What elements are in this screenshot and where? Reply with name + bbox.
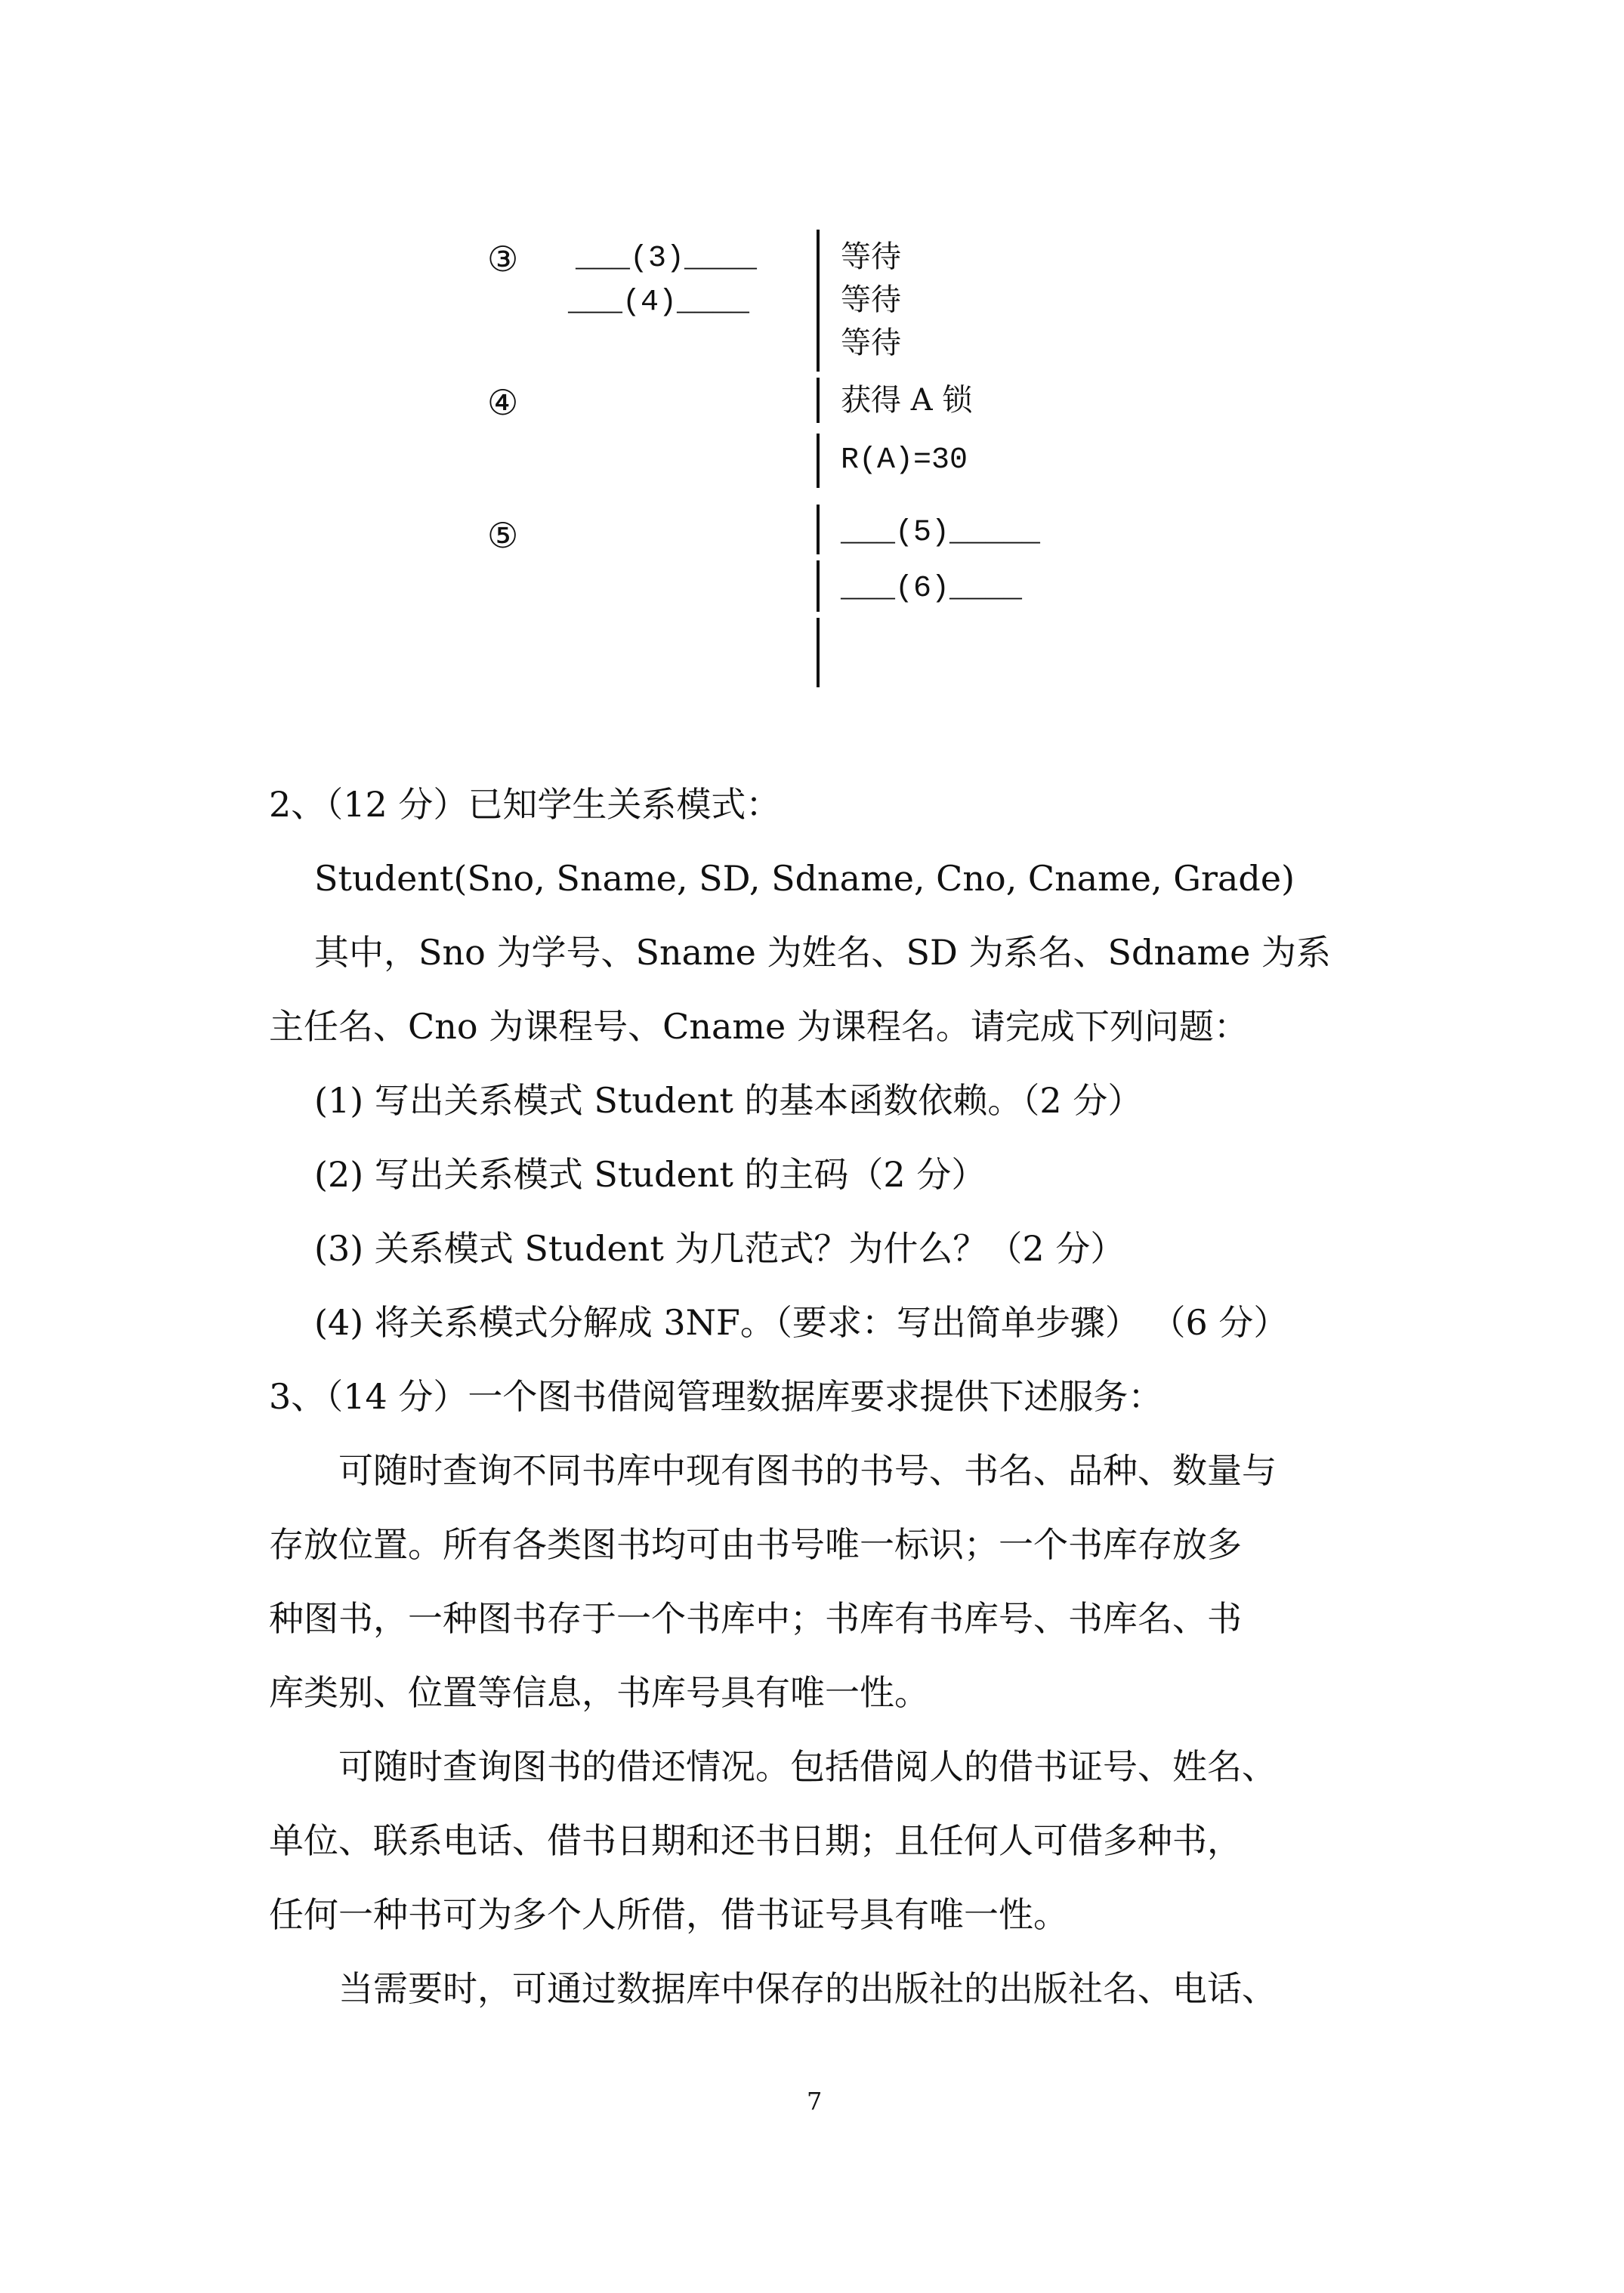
blank-5: ___(5)_____ [841,516,1041,550]
q3-line-8: 当需要时，可通过数据库中保存的出版社的出版社名、电话、 [338,1968,1277,2009]
q3-line-5: 可随时查询图书的借还情况。包括借阅人的借书证号、姓名、 [338,1746,1277,1787]
q3-line-4: 库类别、位置等信息，书库号具有唯一性。 [269,1672,929,1713]
q3-heading: 3、（14 分）一个图书借阅管理数据库要求提供下述服务： [269,1376,1163,1417]
q2-item-2: (2) 写出关系模式 Student 的主码（2 分） [314,1154,986,1195]
step-4-marker: ④ [487,382,519,423]
blank-6: ___(6)____ [841,572,1023,606]
divider-segment-5 [817,560,820,612]
q2-item-4: (4) 将关系模式分解成 3NF。（要求：写出简单步骤） （6 分） [314,1302,1289,1343]
step-5-marker: ⑤ [487,515,519,556]
q2-item-1: (1) 写出关系模式 Student 的基本函数依赖。（2 分） [314,1080,1143,1121]
page-number: 7 [807,2087,823,2116]
q3-line-7: 任何一种书可为多个人所借，借书证号具有唯一性。 [269,1894,1068,1935]
q2-schema: Student(Sno, Sname, SD, Sdname, Cno, Cname, Grade) [314,858,1295,899]
right-line-wait-2: 等待 [841,282,901,317]
step-3-marker: ③ [487,239,519,279]
right-line-wait-1: 等待 [841,239,901,274]
q3-line-1: 可随时查询不同书库中现有图书的书号、书名、品种、数量与 [338,1450,1277,1491]
q2-item-3: (3) 关系模式 Student 为几范式？为什么？（2 分） [314,1228,1125,1269]
right-line-lock: 获得 A 锁 [841,383,973,418]
divider-segment-1 [817,230,820,372]
q2-heading: 2、（12 分）已知学生关系模式： [269,784,781,825]
divider-segment-6 [817,618,820,687]
blank-3: ___(3)____ [576,242,758,276]
blank-4: ___(4)____ [568,285,750,319]
q3-line-3: 种图书，一种图书存于一个书库中；书库有书库号、书库名、书 [269,1598,1242,1639]
divider-segment-2 [817,378,820,423]
right-line-wait-3: 等待 [841,326,901,360]
q3-line-2: 存放位置。所有各类图书均可由书号唯一标识；一个书库存放多 [269,1524,1242,1565]
q2-desc-line-1: 其中，Sno 为学号、Sname 为姓名、SD 为系名、Sdname 为系 [314,932,1331,973]
q3-line-6: 单位、联系电话、借书日期和还书日期；且任何人可借多种书， [269,1820,1242,1861]
q2-desc-line-2: 主任名、Cno 为课程号、Cname 为课程名。请完成下列问题： [269,1006,1249,1047]
right-line-read: R(A)=30 [841,443,968,477]
divider-segment-4 [817,505,820,554]
divider-segment-3 [817,434,820,488]
